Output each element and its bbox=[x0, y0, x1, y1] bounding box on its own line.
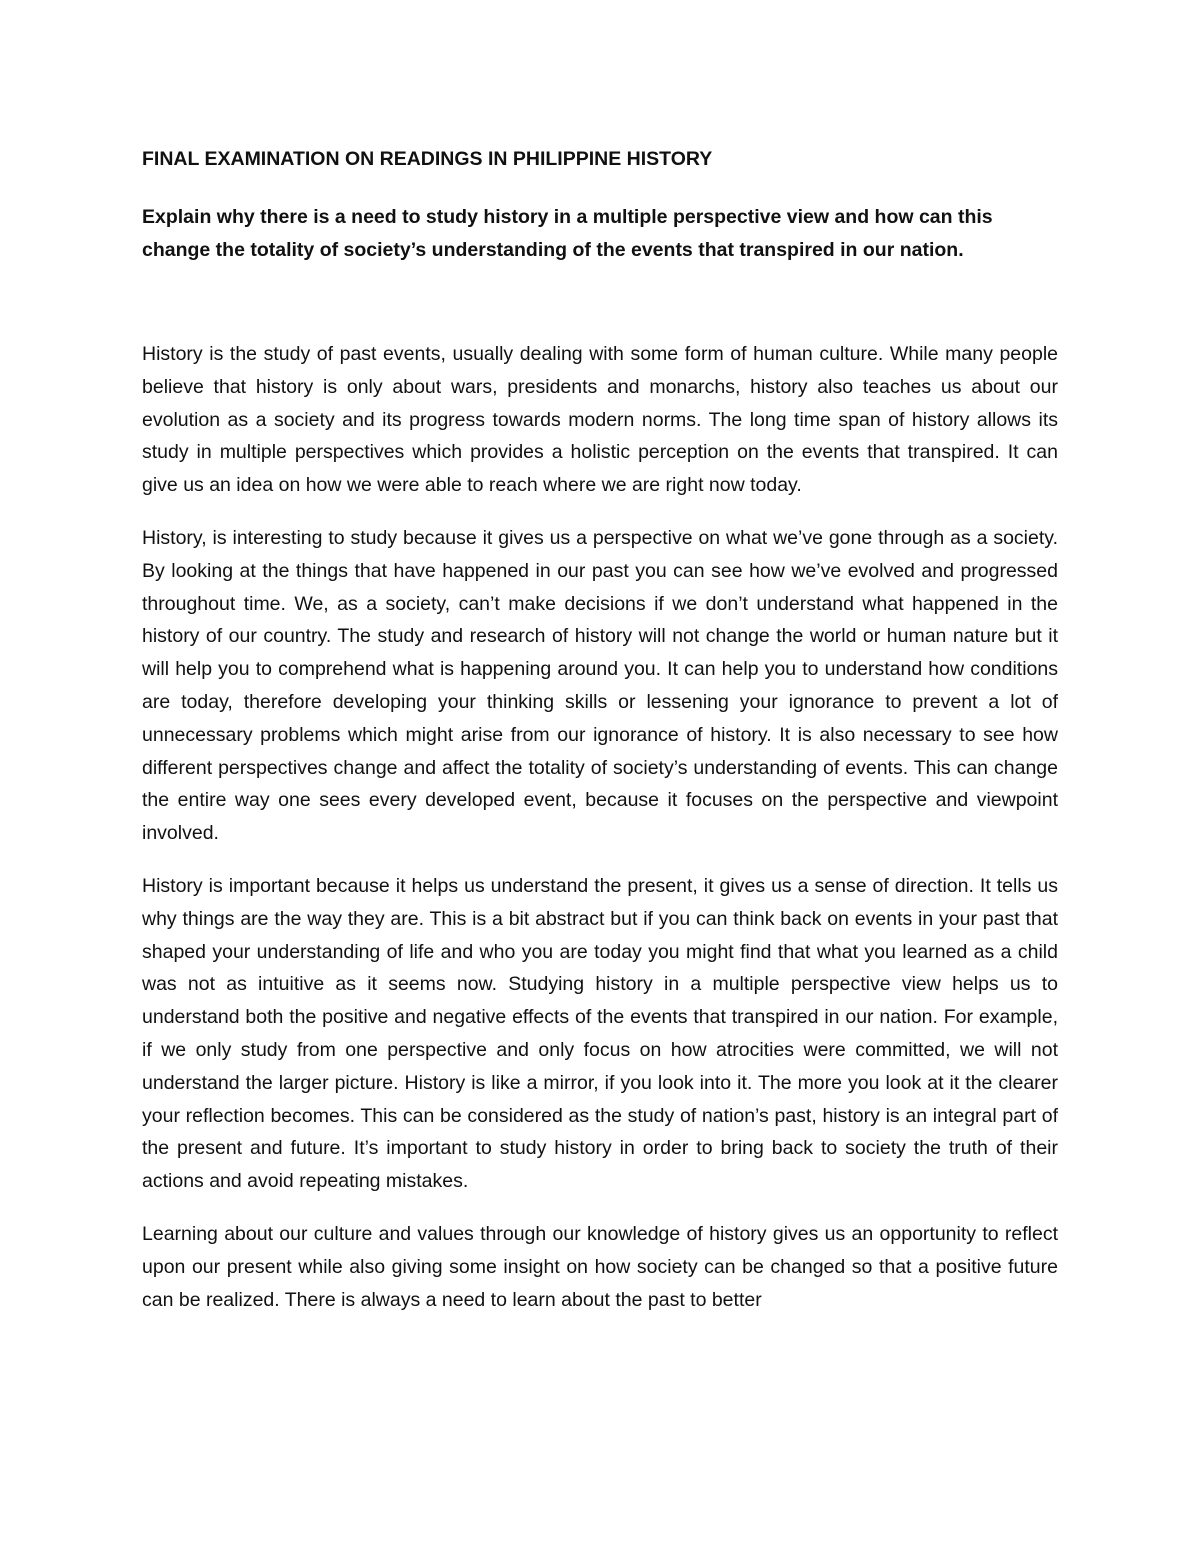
document-page bbox=[142, 0, 1058, 1553]
exam-question: Explain why there is a need to study history in a multiple perspective view and how can this change the totality of society’s understanding of the events that transpired in our nation. bbox=[142, 206, 993, 261]
essay-paragraph-1: History is the study of past events, usually dealing with some form of human culture. While many people believe that history is only about wars, presidents and monarchs, history also teaches us about our evolution as a society and its progress towards modern norms. The long time span of history allows its study in multiple perspectives which provides a holistic perception on the events that transpired. It can give us an idea on how we were able to reach where we are right now today. bbox=[142, 343, 1058, 497]
essay-paragraph-2: History, is interesting to study because it gives us a perspective on what we’ve gone through as a society. By looking at the things that have happened in our past you can see how we’ve evolved and progressed throughout time. We, as a society, can’t make decisions if we don’t understand what happened in the history of our country. The study and research of history will not change the world or human nature but it will help you to comprehend what is happening around you. It can help you to understand how conditions are today, therefore developing your thinking skills or lessening your ignorance to prevent a lot of unnecessary problems which might arise from our ignorance of history. It is also necessary to see how different perspectives change and affect the totality of society’s understanding of events. This can change the entire way one sees every developed event, because it focuses on the perspective and viewpoint involved. bbox=[142, 526, 1058, 845]
document-title: FINAL EXAMINATION ON READINGS IN PHILIPPINE HISTORY bbox=[142, 148, 713, 170]
essay-paragraph-4: Learning about our culture and values through our knowledge of history gives us an opportunity to reflect upon our present while also giving some insight on how society can be changed so that a positive future can be realized. There is always a need to learn about the past to better bbox=[142, 1222, 1058, 1311]
essay-body bbox=[142, 338, 1058, 1336]
essay-paragraph-3: History is important because it helps us understand the present, it gives us a sense of direction. It tells us why things are the way they are. This is a bit abstract but if you can think back on events in your past that shaped your understanding of life and who you are today you might find that what you learned as a child was not as intuitive as it seems now. Studying history in a multiple perspective view helps us to understand both the positive and negative effects of the events that transpired in our nation. For example, if we only study from one perspective and only focus on how atrocities were committed, we will not understand the larger picture. History is like a mirror, if you look into it. The more you look at it the clearer your reflection becomes. This can be considered as the study of nation’s past, history is an integral part of the present and future. It’s important to study history in order to bring back to society the truth of their actions and avoid repeating mistakes. bbox=[142, 874, 1058, 1193]
